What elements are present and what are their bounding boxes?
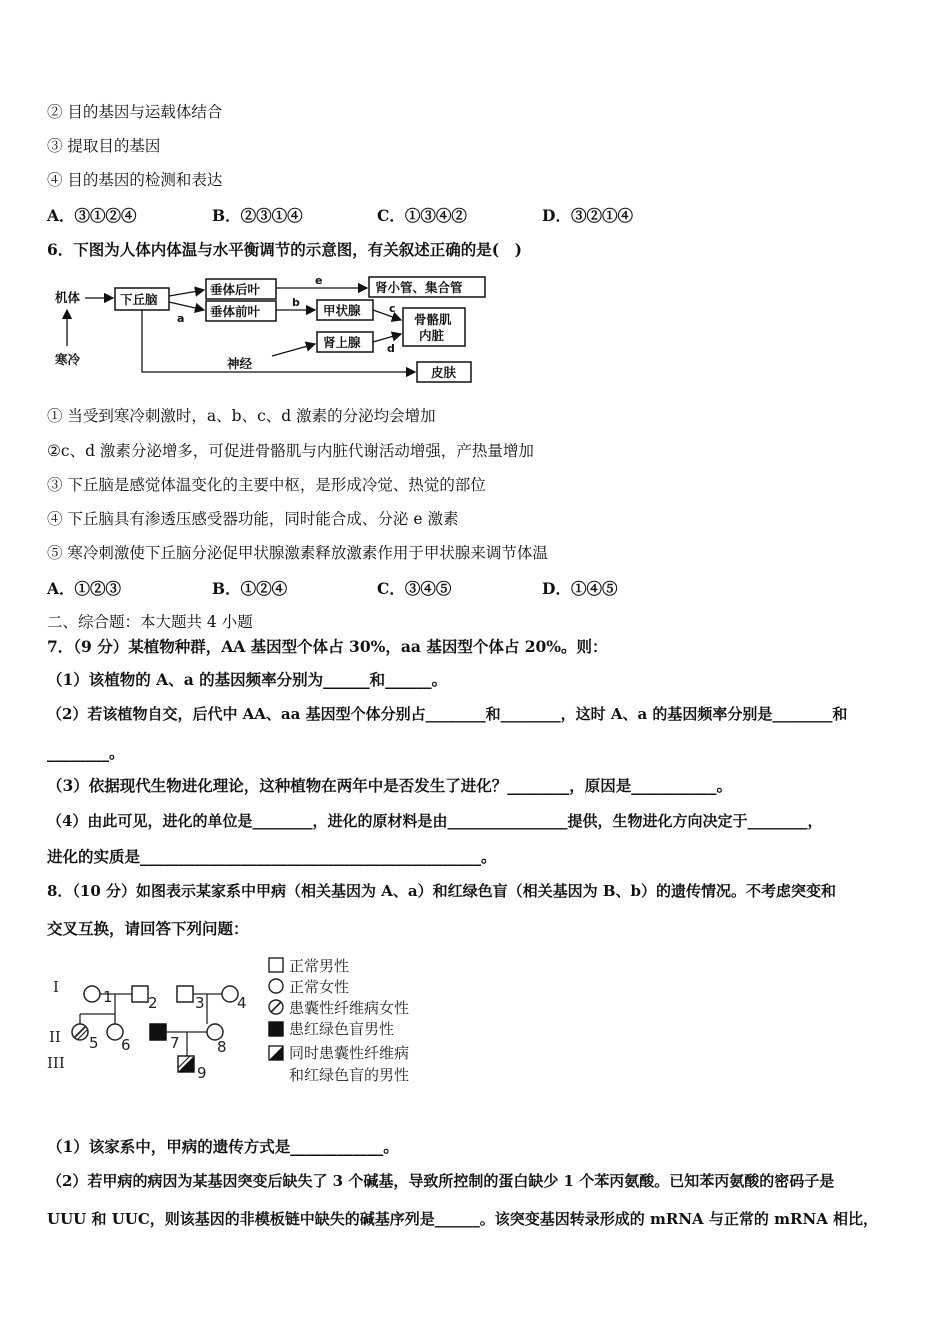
num-5: 5 <box>89 1034 99 1052</box>
legend-normal-female-icon <box>269 979 283 993</box>
q6-option-a: A．①②③ <box>47 579 122 598</box>
section-title: 二、综合题：本大题共 4 小题 <box>47 613 253 631</box>
box-chuitiqianye-text: 垂体前叶 <box>210 304 261 319</box>
q7-stem: 7．（9 分）某植物种群，AA 基因型个体占 30%，aa 基因型个体占 20%。则： <box>47 637 608 656</box>
box-gugeji-text-1: 骨骼肌 <box>414 312 452 327</box>
legend-1: 正常男性 <box>289 957 350 975</box>
q7-part-2a: （2）若该植物自交，后代中 AA、aa 基因型个体分别占________和________，这时 A、a 的基因频率分别是________和 <box>47 705 848 723</box>
q5-item-2: ② 目的基因与运载体结合 <box>47 103 223 121</box>
q8-part-2a: （2）若甲病的病因为某基因突变后缺失了 3 个碱基，导致所控制的蛋白缺少 1 个苯丙氨酸。已知苯丙氨酸的密码子是 <box>47 1172 835 1190</box>
box-gugeji-text-2: 内脏 <box>419 328 445 343</box>
label-jiti: 机体 <box>55 290 81 305</box>
individual-1 <box>84 986 100 1002</box>
label-c: c <box>389 302 396 315</box>
q6-option-c: C．③④⑤ <box>377 579 452 598</box>
q6-option-d: D．①④⑤ <box>542 579 618 598</box>
num-7: 7 <box>170 1034 180 1052</box>
q6-statement-5: ⑤ 寒冷刺激使下丘脑分泌促甲状腺激素释放激素作用于甲状腺来调节体温 <box>47 544 548 562</box>
box-shenxiaoguan-text: 肾小管、集合管 <box>375 280 463 295</box>
gen-label-1: I <box>53 978 59 996</box>
legend-colorblind-male-icon <box>269 1022 283 1036</box>
q7-part-4a: （4）由此可见，进化的单位是________，进化的原材料是由________________提供，生物进化方向决定于________， <box>47 812 823 830</box>
box-shenshangxian-text: 肾上腺 <box>323 335 361 350</box>
box-jiazhuangxian-text: 甲状腺 <box>323 303 361 318</box>
q7-part-4b: 进化的实质是____________________________________________。 <box>47 847 497 866</box>
num-1: 1 <box>103 988 113 1006</box>
q5-item-3: ③ 提取目的基因 <box>47 137 161 155</box>
q7-part-1: （1）该植物的 A、a 的基因频率分别为______和______。 <box>47 670 448 689</box>
individual-4 <box>222 986 238 1002</box>
box-chuitihouye-text: 垂体后叶 <box>210 282 261 297</box>
q8-part-2b: UUU 和 UUC，则该基因的非模板链中缺失的碱基序列是______。该突变基因转录形成的 mRNA 与正常的 mRNA 相比， <box>47 1210 879 1228</box>
num-8: 8 <box>217 1038 227 1056</box>
legend-3: 患囊性纤维病女性 <box>289 999 410 1017</box>
q5-option-a: A．③①②④ <box>47 206 137 225</box>
num-3: 3 <box>195 994 205 1012</box>
thermoregulation-diagram <box>47 268 487 388</box>
num-6: 6 <box>121 1036 131 1054</box>
box-pifu-text: 皮肤 <box>431 365 457 380</box>
label-shenjing: 神经 <box>227 356 253 371</box>
q5-option-d: D．③②①④ <box>542 206 633 225</box>
label-b: b <box>292 296 300 309</box>
q6-statement-2: ②c、d 激素分泌增多，可促进骨骼肌与内脏代谢活动增强，产热量增加 <box>47 442 534 460</box>
q8-stem-b: 交叉互换，请回答下列问题： <box>47 919 249 938</box>
q6-option-b: B．①②④ <box>212 579 288 598</box>
legend-4: 患红绿色盲男性 <box>289 1020 395 1038</box>
q5-option-c: C．①③④② <box>377 206 467 225</box>
q5-item-4: ④ 目的基因的检测和表达 <box>47 171 223 189</box>
num-2: 2 <box>148 994 158 1012</box>
num-9: 9 <box>197 1064 207 1082</box>
q6-statement-1: ① 当受到寒冷刺激时，a、b、c、d 激素的分泌均会增加 <box>47 407 436 425</box>
individual-7 <box>150 1024 166 1040</box>
q6-statement-3: ③ 下丘脑是感觉体温变化的主要中枢，是形成冷觉、热觉的部位 <box>47 476 486 494</box>
q8-part-1: （1）该家系中，甲病的遗传方式是____________。 <box>47 1137 399 1156</box>
q5-option-b: B．②③①④ <box>212 206 303 225</box>
pedigree-chart <box>47 952 447 1090</box>
box-xiaqiunao-text: 下丘脑 <box>120 292 158 307</box>
legend-both-male-icon <box>269 1046 283 1060</box>
label-hanleng: 寒冷 <box>55 352 81 367</box>
individual-2 <box>132 986 148 1002</box>
legend-6: 和红绿色盲的男性 <box>289 1066 410 1084</box>
legend-5: 同时患囊性纤维病 <box>289 1044 410 1062</box>
label-d: d <box>387 342 395 355</box>
q7-part-3: （3）依据现代生物进化理论，这种植物在两年中是否发生了进化？________，原因是___________。 <box>47 776 733 795</box>
legend-2: 正常女性 <box>289 978 350 996</box>
q8-stem-a: 8．（10 分）如图表示某家系中甲病（相关基因为 A、a）和红绿色盲（相关基因为 B、b）的遗传情况。不考虑突变和 <box>47 882 837 900</box>
gen-label-2: II <box>49 1028 61 1046</box>
q6-statement-4: ④ 下丘脑具有渗透压感受器功能，同时能合成、分泌 e 激素 <box>47 510 459 528</box>
q7-part-2b: ________。 <box>47 743 125 762</box>
label-e: e <box>315 274 323 287</box>
q6-stem: 6．下图为人体内体温与水平衡调节的示意图，有关叙述正确的是( ) <box>47 240 522 259</box>
legend-normal-male-icon <box>269 958 283 972</box>
gen-label-3: III <box>47 1054 65 1072</box>
label-a: a <box>177 312 185 325</box>
individual-9 <box>178 1056 194 1072</box>
num-4: 4 <box>237 994 247 1012</box>
individual-3 <box>177 986 193 1002</box>
